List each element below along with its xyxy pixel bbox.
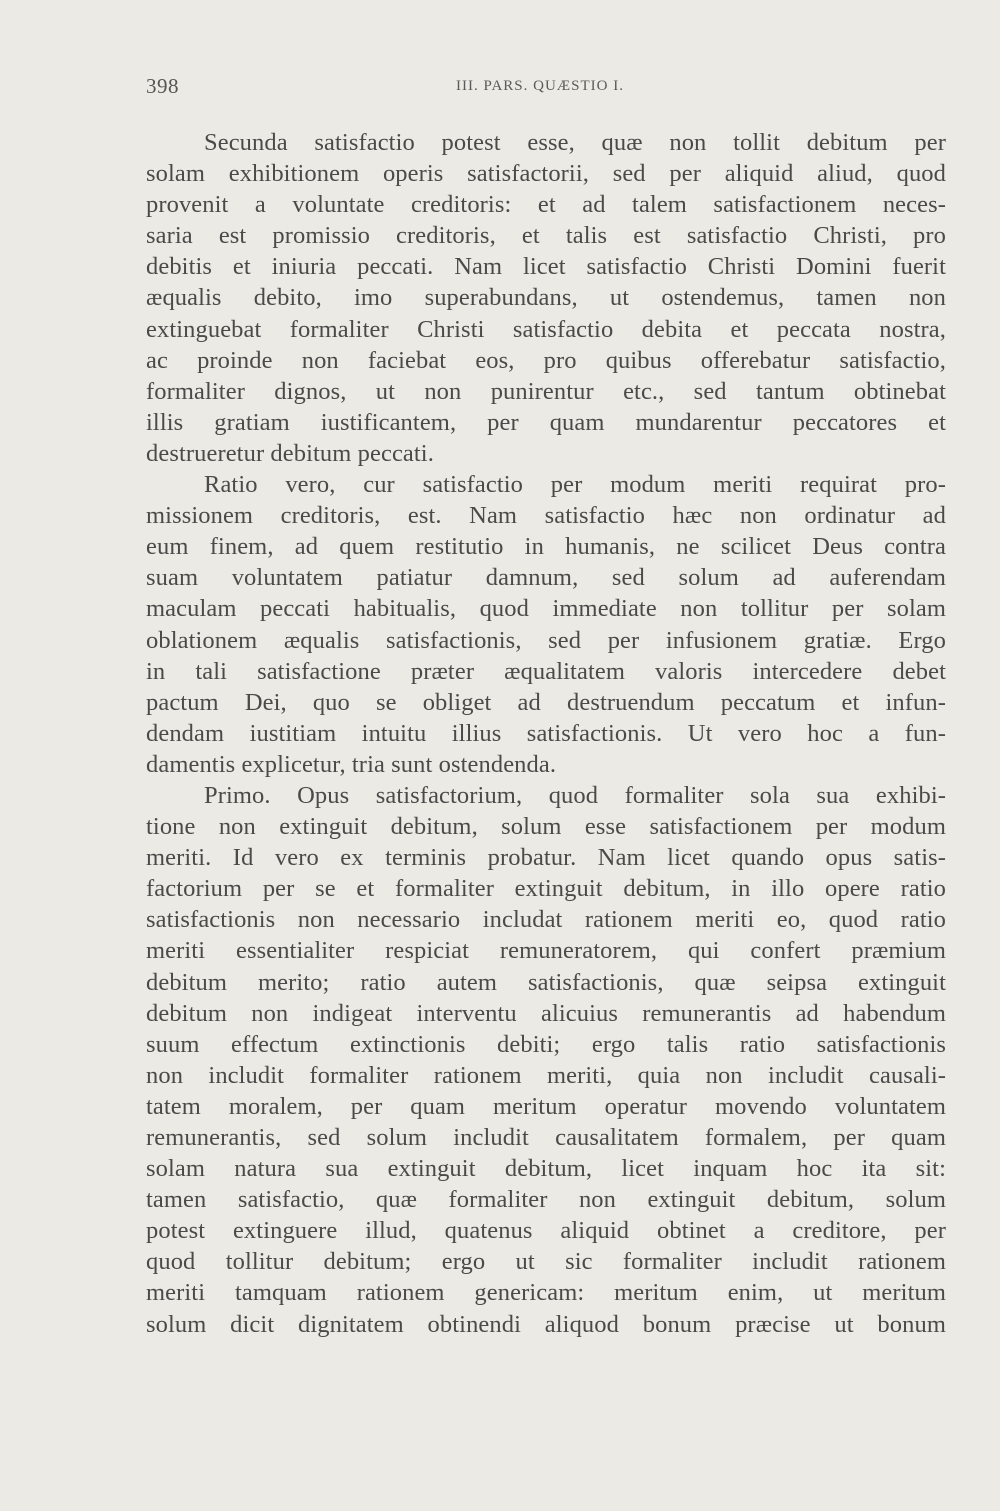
text-line: ac proinde non faciebat eos, pro quibus offerebatur satisfactio, xyxy=(146,346,946,374)
text-line: tione non extinguit debitum, solum esse satisfactionem per modum xyxy=(146,813,946,841)
text-line: æqualis debito, imo superabundans, ut ostendemus, tamen non xyxy=(146,284,946,312)
text-line: Primo. Opus satisfactorium, quod formaliter sola sua exhibi- xyxy=(204,781,946,809)
text-line: suam voluntatem patiatur damnum, sed solum ad auferendam xyxy=(146,564,946,592)
page-header xyxy=(146,74,946,104)
text-line: Secunda satisfactio potest esse, quæ non tollit debitum per xyxy=(204,129,946,156)
text-line: debitis et iniuria peccati. Nam licet satisfactio Christi Domini fuerit xyxy=(146,253,946,281)
text-line: meriti. Id vero ex terminis probatur. Nam licet quando opus satis- xyxy=(146,844,946,872)
text-line: satisfactionis non necessario includat rationem meriti eo, quod ratio xyxy=(146,906,946,934)
text-line: potest extinguere illud, quatenus aliquid obtinet a creditore, per xyxy=(146,1217,946,1245)
text-line: eum finem, ad quem restitutio in humanis, ne scilicet Deus contra xyxy=(146,533,946,561)
text-line: damentis explicetur, tria sunt ostendenda. xyxy=(146,750,557,778)
text-line: debitum non indigeat interventu alicuius remunerantis ad habendum xyxy=(146,999,946,1027)
text-line: missionem creditoris, est. Nam satisfactio hæc non ordinatur ad xyxy=(146,502,946,530)
text-line: solum dicit dignitatem obtinendi aliquod bonum præcise ut bonum xyxy=(146,1310,946,1338)
page-number: 398 xyxy=(146,74,179,98)
text-line: dendam iustitiam intuitu illius satisfactionis. Ut vero hoc a fun- xyxy=(146,719,946,747)
text-line: provenit a voluntate creditoris: et ad talem satisfactionem neces- xyxy=(146,191,946,219)
text-line: factorium per se et formaliter extinguit debitum, in illo opere ratio xyxy=(146,875,946,903)
text-line: meriti tamquam rationem genericam: meritum enim, ut meritum xyxy=(146,1279,946,1307)
text-line: illis gratiam iustificantem, per quam mundarentur peccatores et xyxy=(146,408,946,436)
text-line: non includit formaliter rationem meriti, quia non includit causali- xyxy=(146,1061,946,1089)
text-line: destrueretur debitum peccati. xyxy=(146,439,434,467)
text-line: extinguebat formaliter Christi satisfactio debita et peccata nostra, xyxy=(146,315,946,343)
text-line: maculam peccati habitualis, quod immediate non tollitur per solam xyxy=(146,595,946,623)
text-line: solam natura sua extinguit debitum, licet inquam hoc ita sit: xyxy=(146,1155,946,1183)
text-line: tatem moralem, per quam meritum operatur movendo voluntatem xyxy=(146,1092,946,1120)
text-line: formaliter dignos, ut non punirentur etc., sed tantum obtinebat xyxy=(146,377,946,405)
text-line: in tali satisfactione præter æqualitatem valoris intercedere debet xyxy=(146,657,946,685)
text-line: solam exhibitionem operis satisfactorii, sed per aliquid aliud, quod xyxy=(146,160,946,188)
text-line: suum effectum extinctionis debiti; ergo talis ratio satisfactionis xyxy=(146,1030,946,1058)
text-line: Ratio vero, cur satisfactio per modum meriti requirat pro- xyxy=(204,471,946,499)
running-head: III. PARS. QUÆSTIO I. xyxy=(456,78,624,94)
text-line: quod tollitur debitum; ergo ut sic formaliter includit rationem xyxy=(146,1248,946,1276)
body-text xyxy=(146,127,946,1340)
text-line: tamen satisfactio, quæ formaliter non extinguit debitum, solum xyxy=(146,1186,946,1214)
text-line: remunerantis, sed solum includit causalitatem formalem, per quam xyxy=(146,1124,946,1151)
text-line: oblationem æqualis satisfactionis, sed per infusionem gratiæ. Ergo xyxy=(146,626,946,654)
text-line: debitum merito; ratio autem satisfactionis, quæ seipsa extinguit xyxy=(146,968,946,996)
text-line: meriti essentialiter respiciat remuneratorem, qui confert præmium xyxy=(146,937,946,965)
text-line: saria est promissio creditoris, et talis est satisfactio Christi, pro xyxy=(146,222,946,250)
text-line: pactum Dei, quo se obliget ad destruendum peccatum et infun- xyxy=(146,688,946,716)
